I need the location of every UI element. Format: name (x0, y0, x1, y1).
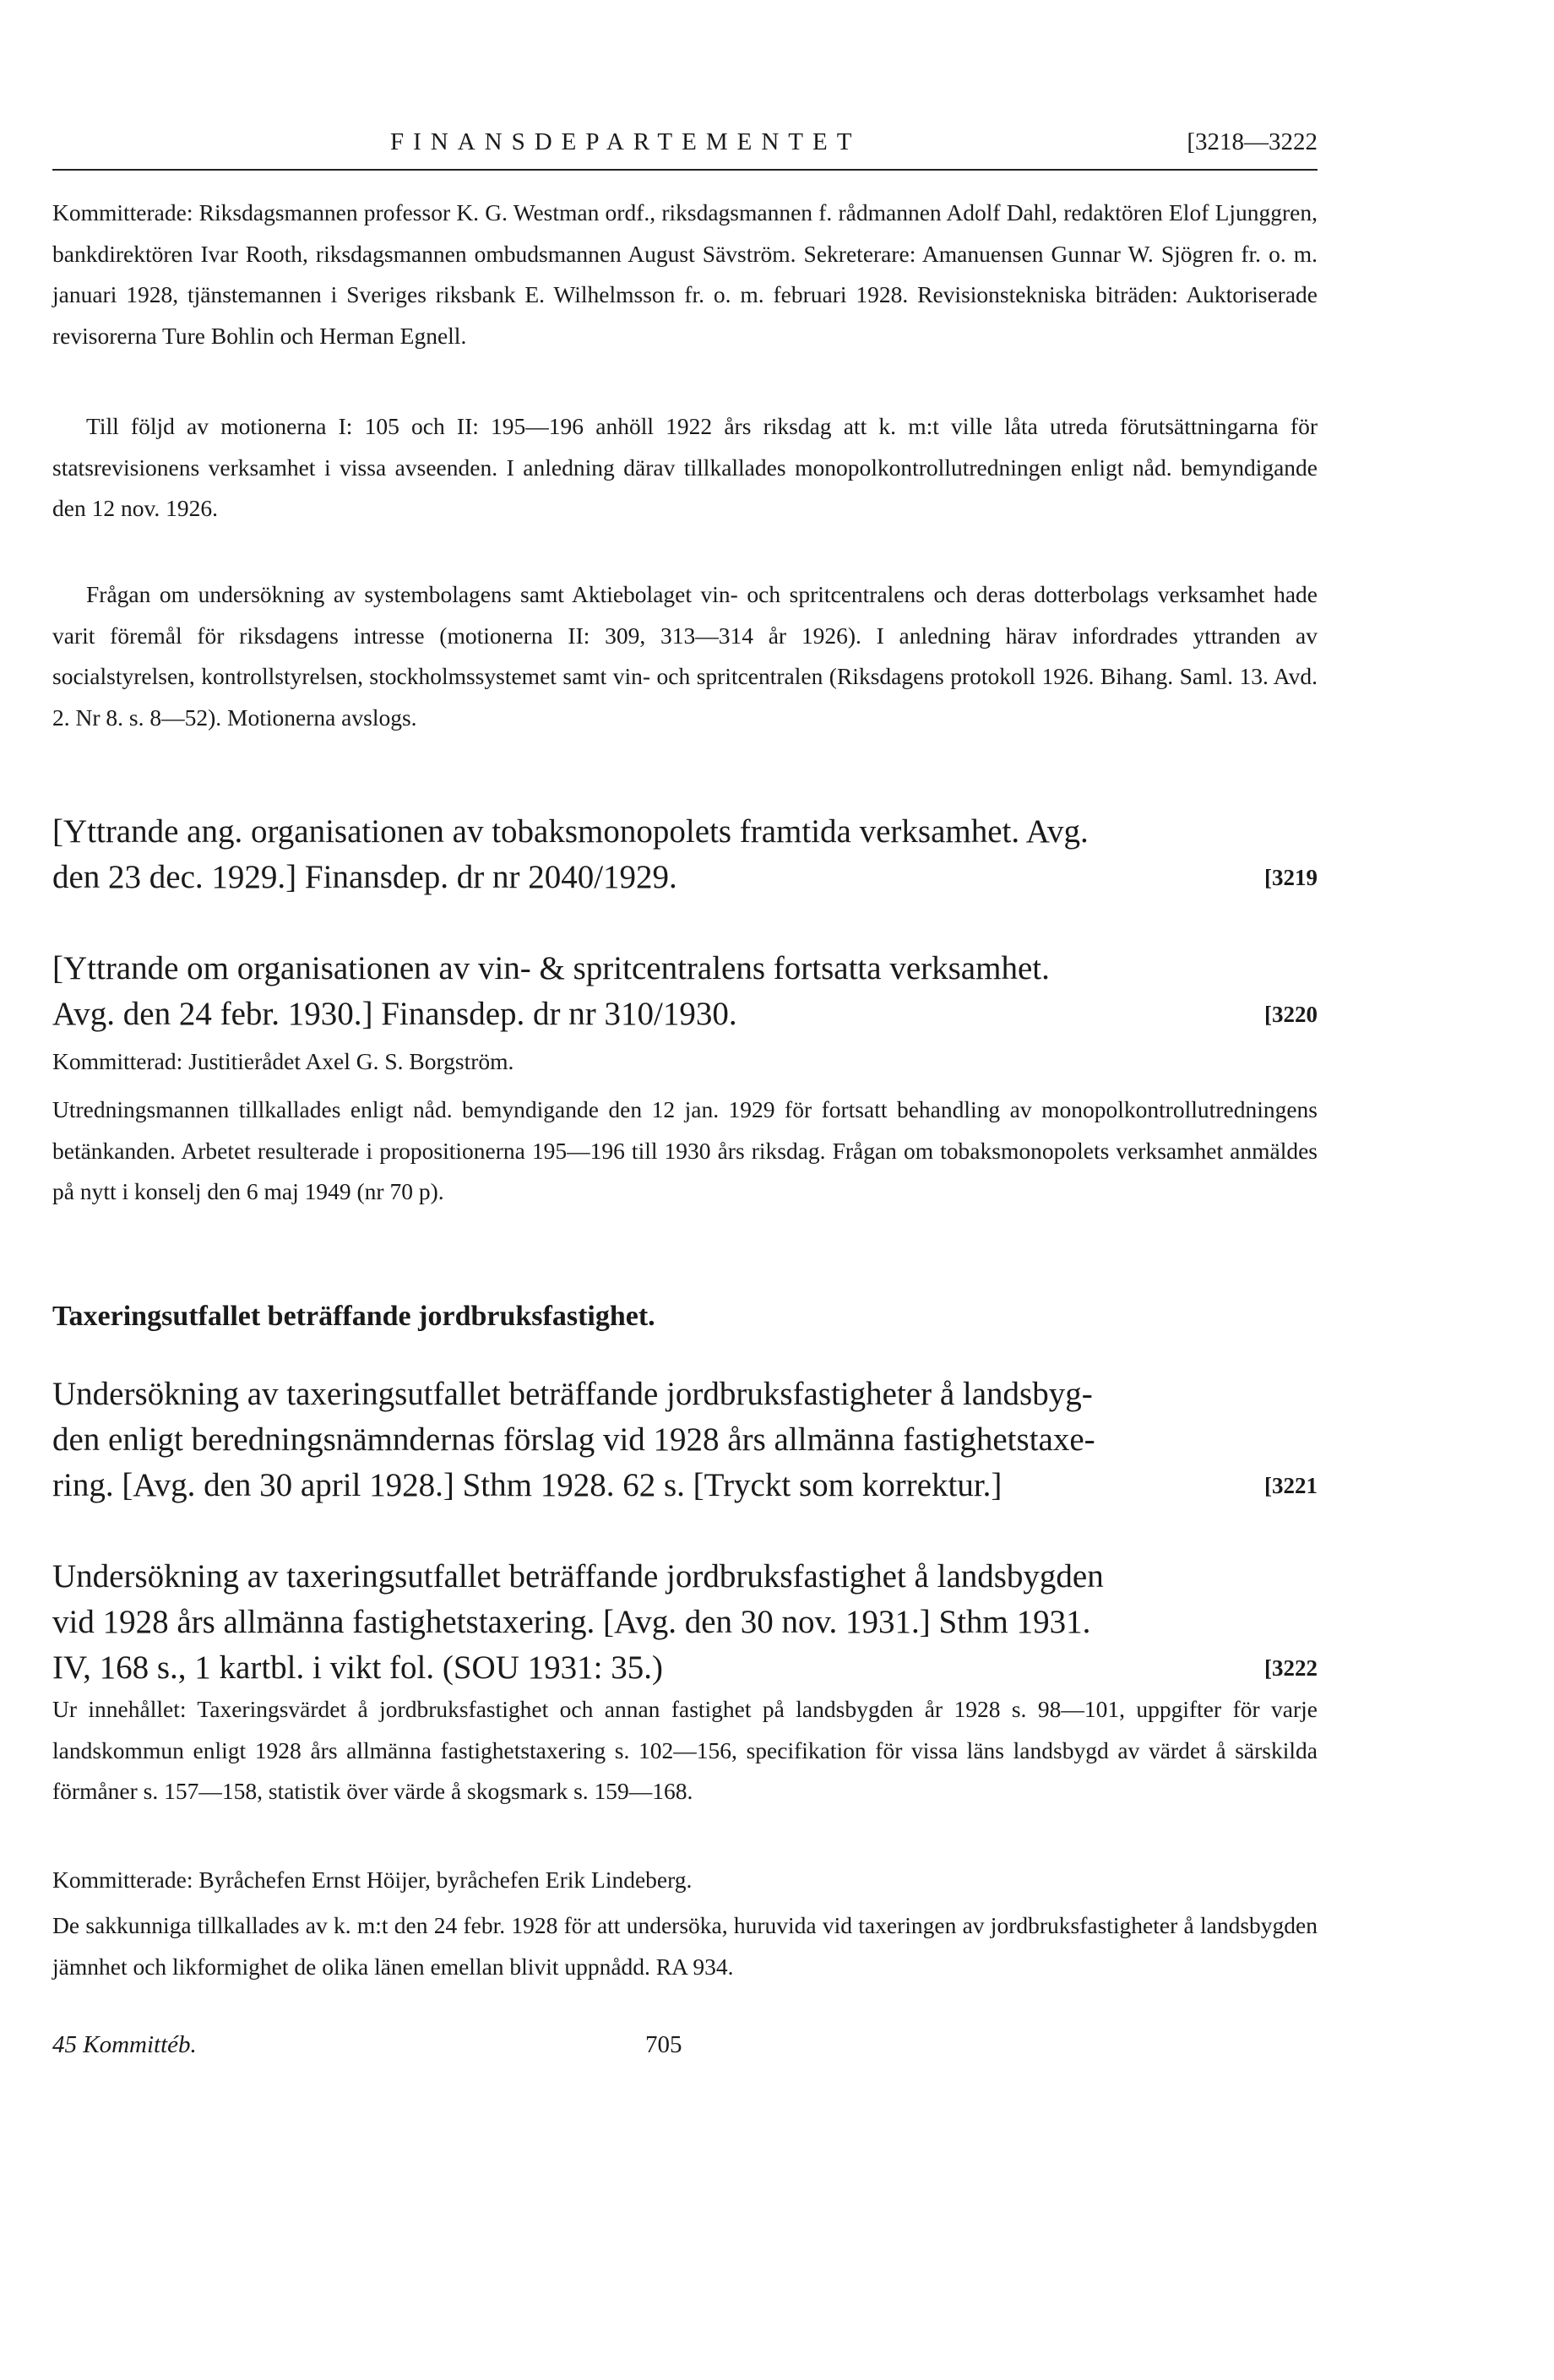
entry-3219-ref: [3219 (1264, 865, 1318, 890)
header-range: [3218—3222 (1187, 128, 1318, 155)
paragraph-motions-3218: Till följd av motionerna I: 105 och II: 195—196 anhöll 1922 års riksdag att k. m:t ville låta utreda förutsättningarna för statsrevisionens verksamhet i vissa avseenden. I anledning därav tillkallades monopolkontrollutredningen enligt nåd. bemyndigande den 12 nov. 1926. (52, 413, 1318, 521)
entry-3221-line2: den enligt beredningsnämndernas förslag vid 1928 års allmänna fastighetstaxe- (52, 1421, 1095, 1458)
entry-3220-line2: Avg. den 24 febr. 1930.] Finansdep. dr nr 310/1930. (52, 996, 737, 1032)
page-number: 705 (645, 2031, 682, 2058)
entry-3219-line1: [Yttrande ang. organisationen av tobaksmonopolets framtida verksamhet. Avg. (52, 813, 1089, 850)
paragraph-committee-3218: Kommitterade: Riksdagsmannen professor K. G. Westman ordf., riksdagsmannen f. rådmannen Adolf Dahl, redaktören Elof Ljunggren, bankdirektören Ivar Rooth, riksdagsmannen ombudsmannen August Sävström. Sekreterare: Amanuensen Gunnar W. Sjögren fr. o. m. januari 1928, tjänstemannen i Sveriges riksbank E. Wilhelmsson fr. o. m. februari 1928. Revisionstekniska biträden: Auktoriserade revisorerna Ture Bohlin och Herman Egnell. (52, 199, 1318, 349)
entry-3222 (52, 1554, 1318, 1691)
entry-3221-ref: [3221 (1264, 1473, 1318, 1498)
header-title: FINANSDEPARTEMENTET (390, 128, 861, 155)
entry-3222-line2: vid 1928 års allmänna fastighetstaxering. [Avg. den 30 nov. 1931.] Sthm 1931. (52, 1604, 1091, 1640)
entry-3221-line1: Undersökning av taxeringsutfallet beträffande jordbruksfastigheter å landsbyg- (52, 1376, 1093, 1412)
entry-3222-ref: [3222 (1264, 1655, 1318, 1681)
entry-3220-committee: Kommitterad: Justitierådet Axel G. S. Borgström. (52, 1048, 514, 1074)
entry-3221-line3-row (52, 1463, 1318, 1508)
page-footer (52, 2031, 1318, 2065)
entry-3220-ref: [3220 (1264, 1002, 1318, 1027)
entry-3222-committee: Kommitterade: Byråchefen Ernst Höijer, byråchefen Erik Lindeberg. (52, 1867, 693, 1893)
running-header (52, 128, 1318, 162)
entry-3220 (52, 946, 1318, 1037)
entry-3222-paragraph: De sakkunniga tillkallades av k. m:t den 24 febr. 1928 för att undersöka, huruvida vid taxeringen av jordbruksfastigheter å landsbygden jämnhet och likformighet de olika länen emellan blivit uppnådd. RA 934. (52, 1912, 1318, 1980)
entry-3222-line3-row (52, 1645, 1318, 1691)
entry-3222-contents: Ur innehållet: Taxeringsvärdet å jordbruksfastighet och annan fastighet på landsbygden år 1928 s. 98—101, uppgifter för varje landskommun enligt 1928 års allmänna fastighetstaxering s. 102—156, specifikation för vissa läns landsbygd av värdet å särskilda förmåner s. 157—158, statistik över värde å skogsmark s. 159—168. (52, 1696, 1318, 1804)
entry-3221-line3: ring. [Avg. den 30 april 1928.] Sthm 1928. 62 s. [Tryckt som korrektur.] (52, 1467, 1002, 1503)
entry-3219 (52, 809, 1318, 900)
entry-3220-line1: [Yttrande om organisationen av vin- & spritcentralens fortsatta verksamhet. (52, 950, 1050, 986)
footer-signature: 45 Kommittéb. (52, 2031, 197, 2058)
entry-3222-line1: Undersökning av taxeringsutfallet beträffande jordbruksfastighet å landsbygden (52, 1558, 1104, 1595)
entry-3222-line3: IV, 168 s., 1 kartbl. i vikt fol. (SOU 1931: 35.) (52, 1649, 663, 1686)
paragraph-systembolagen-3218: Frågan om undersökning av systembolagens samt Aktiebolaget vin- och spritcentralens och deras dotterbolags verksamhet hade varit föremål för riksdagens intresse (motionerna II: 309, 313—314 år 1926). I anledning härav infordrades yttranden av socialstyrelsen, kontrollstyrelsen, stockholmssystemet samt vin- och spritcentralen (Riksdagens protokoll 1926. Bihang. Saml. 13. Avd. 2. Nr 8. s. 8—52). Motionerna avslogs. (52, 581, 1318, 731)
entry-3220-paragraph: Utredningsmannen tillkallades enligt nåd. bemyndigande den 12 jan. 1929 för fortsatt behandling av monopolkontrollutredningens betänkanden. Arbetet resulterade i propositionerna 195—196 till 1930 års riksdag. Frågan om tobaksmonopolets verksamhet anmäldes på nytt i konselj den 6 maj 1949 (nr 70 p). (52, 1096, 1318, 1204)
entry-3221 (52, 1372, 1318, 1508)
entry-3220-line2-row (52, 992, 1318, 1037)
header-rule (52, 169, 1318, 171)
entry-3219-line2-row (52, 855, 1318, 900)
entry-3219-line2: den 23 dec. 1929.] Finansdep. dr nr 2040/1929. (52, 859, 677, 895)
section-heading: Taxeringsutfallet beträffande jordbruksfastighet. (52, 1301, 655, 1332)
